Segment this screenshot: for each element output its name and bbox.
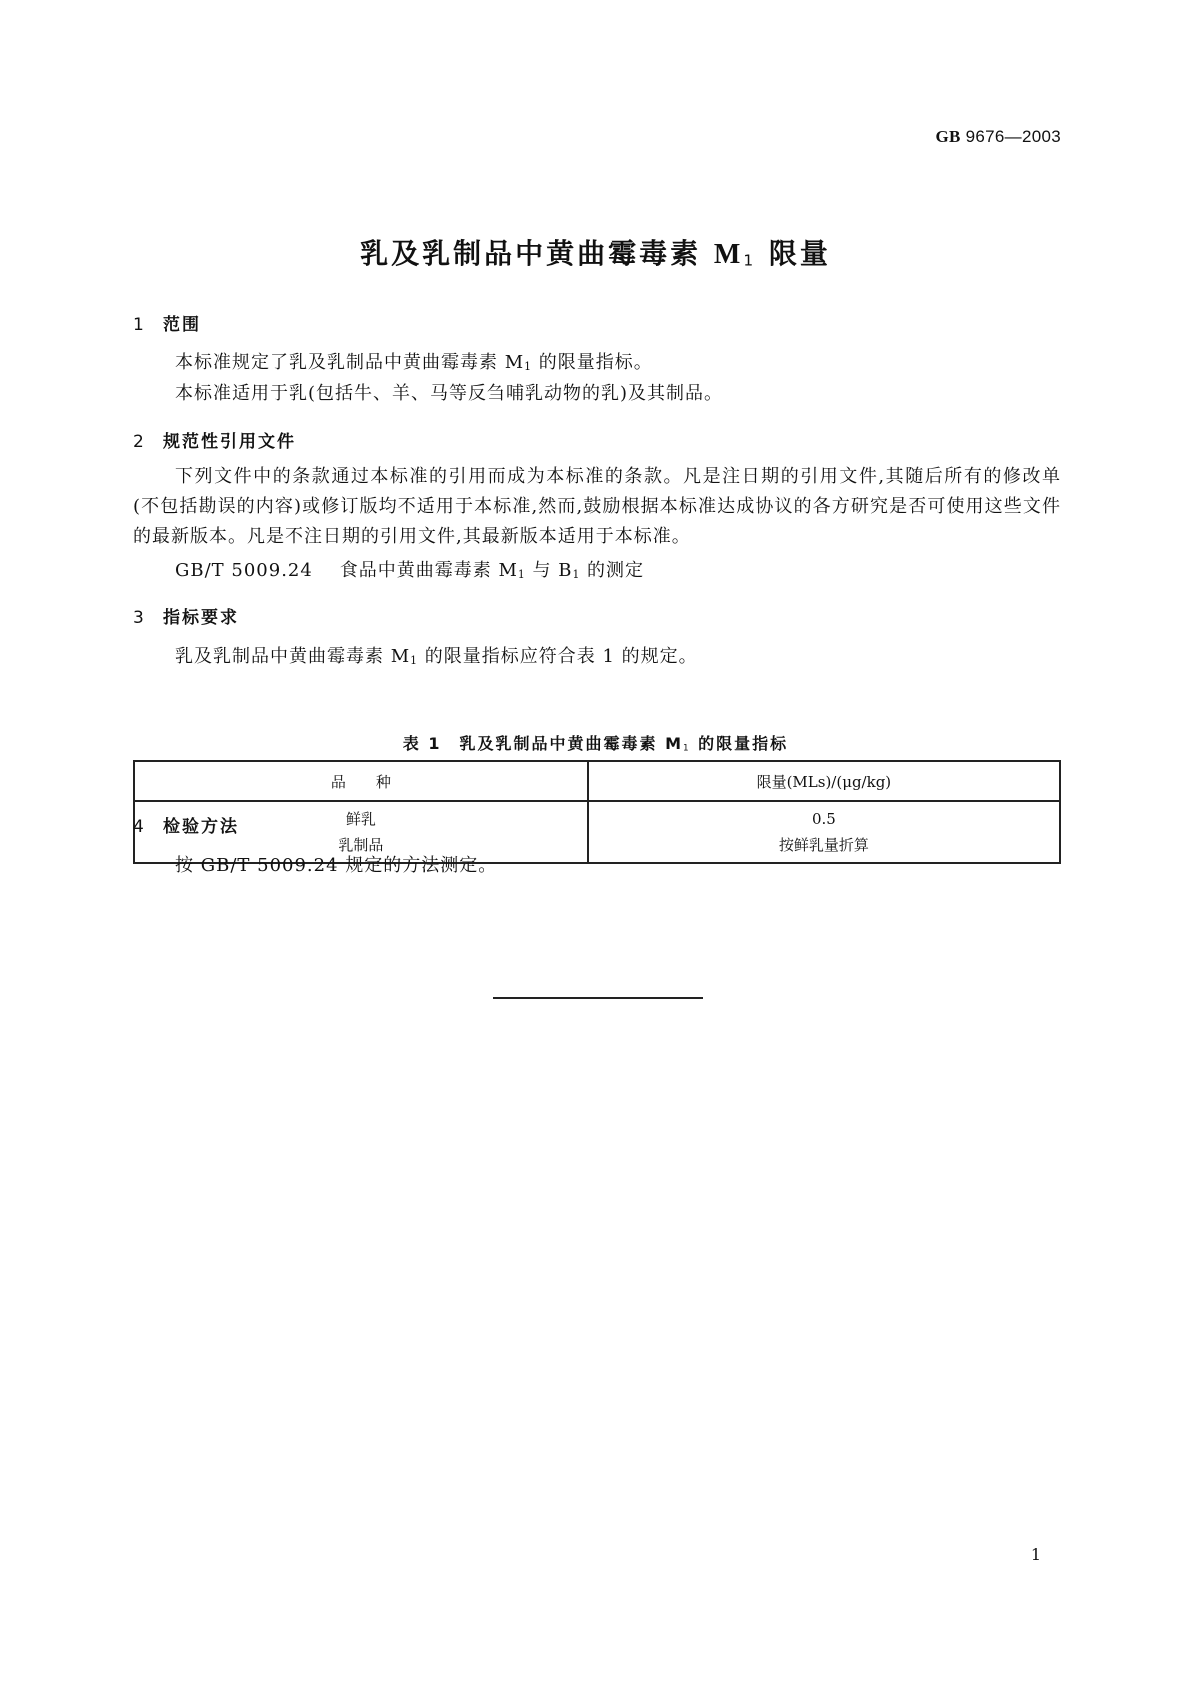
limit-cell: 0.5 按鲜乳量折算 bbox=[588, 801, 1060, 863]
reference-line: GB/T 5009.24 食品中黄曲霉毒素 M1 与 B1 的测定 bbox=[175, 560, 645, 582]
document-title: 乳及乳制品中黄曲霉毒素 M1 限量 bbox=[360, 237, 831, 270]
section-1-para-1: 本标准规定了乳及乳制品中黄曲霉毒素 M1 的限量指标。 bbox=[175, 352, 653, 374]
section-1-heading: 1 范围 bbox=[133, 315, 201, 335]
variety-cell: 鲜乳 乳制品 bbox=[134, 801, 588, 863]
section-4-para: 按 GB/T 5009.24 规定的方法测定。 bbox=[175, 855, 498, 876]
column-header-variety: 品 种 bbox=[134, 761, 588, 801]
section-2-para: 下列文件中的条款通过本标准的引用而成为本标准的条款。凡是注日期的引用文件,其随后所有的修改单(不包括勘误的内容)或修订版均不适用于本标准,然而,鼓励根据本标准达成协议的各方研究是否可使用这些文件的最新版本。凡是不注日期的引用文件,其最新版本适用于本标准。 bbox=[133, 466, 1061, 547]
section-2-heading: 2 规范性引用文件 bbox=[133, 432, 296, 452]
section-3-heading: 3 指标要求 bbox=[133, 608, 239, 628]
page-number: 1 bbox=[1030, 1545, 1041, 1564]
section-1-para-2: 本标准适用于乳(包括牛、羊、马等反刍哺乳动物的乳)及其制品。 bbox=[175, 383, 724, 404]
column-header-limit: 限量(MLs)/(μg/kg) bbox=[588, 761, 1060, 801]
table-caption: 表 1 乳及乳制品中黄曲霉毒素 M1 的限量指标 bbox=[402, 734, 789, 754]
limits-table bbox=[133, 760, 1061, 864]
standard-code: GB 9676—2003 bbox=[935, 127, 1061, 146]
end-rule bbox=[493, 997, 703, 999]
section-3-para: 乳及乳制品中黄曲霉毒素 M1 的限量指标应符合表 1 的规定。 bbox=[175, 646, 698, 668]
section-4-heading: 4 检验方法 bbox=[133, 817, 239, 837]
